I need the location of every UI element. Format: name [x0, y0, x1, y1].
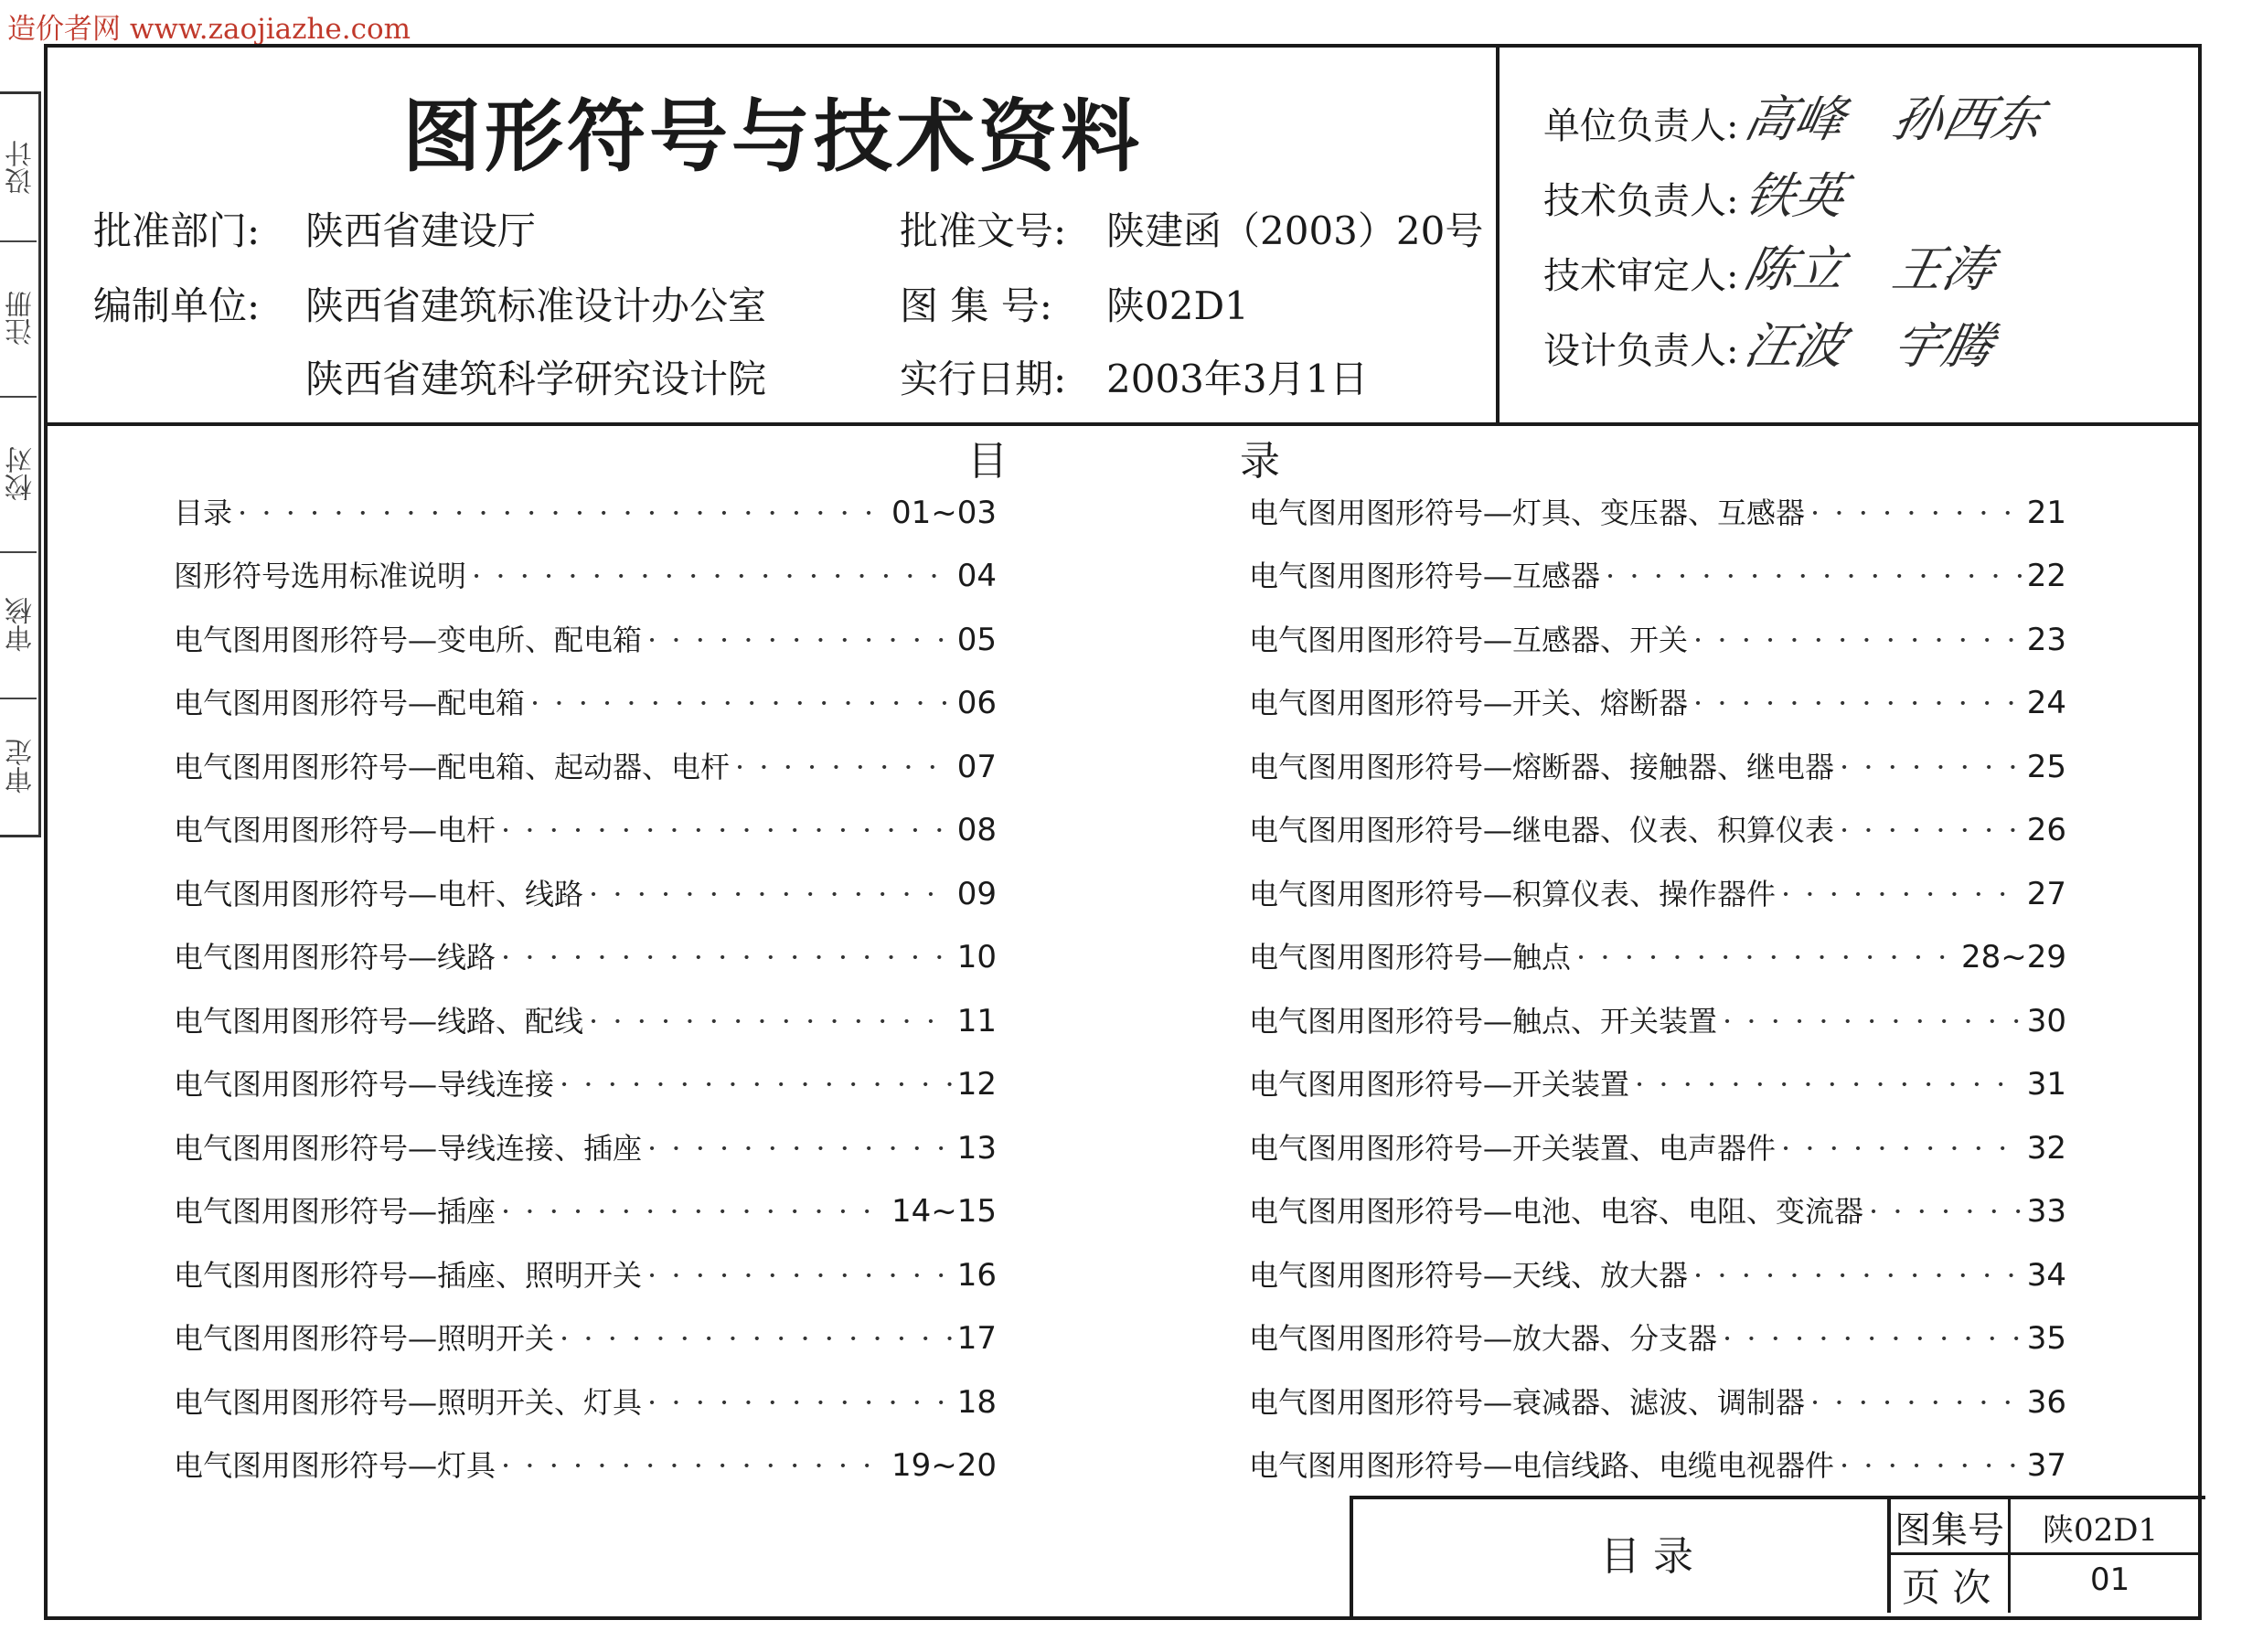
toc-row[interactable]: [1249, 617, 2066, 657]
toc-heading-left: 目: [967, 438, 1008, 485]
toc-entry-title: 电气图用图形符号—熔断器、接触器、继电器: [1249, 750, 1835, 784]
strip-label-design: 设计: [5, 140, 37, 195]
toc-entry-title: 电气图用图形符号—触点、开关装置: [1249, 1004, 1718, 1039]
toc-entry-title: 电气图用图形符号—电杆: [174, 813, 496, 847]
toc-row[interactable]: [1249, 553, 2066, 593]
toc-entry-title: 电气图用图形符号—线路: [174, 940, 496, 975]
compiler-1: 陕西省建筑标准设计办公室: [305, 283, 767, 328]
toc-entry-title: 电气图用图形符号—积算仪表、操作器件: [1249, 877, 1777, 911]
approval-doc-label: 批准文号:: [900, 208, 1067, 253]
toc-entry-title: 电气图用图形符号—开关装置、电声器件: [1249, 1131, 1777, 1166]
atlas-no-label: 图 集 号:: [900, 283, 1052, 328]
toc-entry-title: 电气图用图形符号—电池、电容、电阻、变流器: [1249, 1194, 1864, 1229]
toc-row[interactable]: [174, 1188, 997, 1229]
toc-entry-page: 12: [956, 1066, 997, 1103]
signoff-role-technical: 技术负责人:: [1543, 180, 1739, 222]
toc-entry-page: 14~15: [891, 1193, 997, 1230]
toc-entry-page: 18: [956, 1384, 997, 1421]
toc-row[interactable]: [174, 1443, 997, 1483]
page-value: 01: [2090, 1561, 2130, 1598]
toc-entry-title: 电气图用图形符号—照明开关: [174, 1321, 555, 1356]
toc-entry-title: 电气图用图形符号—照明开关、灯具: [174, 1385, 643, 1420]
toc-entry-page: 01~03: [891, 495, 997, 531]
page-label: 页 次: [1902, 1565, 1991, 1610]
toc-entry-title: 电气图用图形符号—导线连接、插座: [174, 1131, 643, 1166]
toc-entry-page: 10: [956, 939, 997, 975]
toc-entry-page: 08: [956, 812, 997, 848]
toc-entry-page: 23: [2026, 622, 2066, 658]
toc-row[interactable]: [1249, 744, 2066, 784]
toc-entry-page: 36: [2026, 1384, 2066, 1421]
watermark: 造价者网 www.zaojiazhe.com: [7, 13, 411, 46]
toc-row[interactable]: [174, 1252, 997, 1293]
compiler-2: 陕西省建筑科学研究设计院: [305, 357, 767, 401]
title-block-name: 目 录: [1600, 1533, 1693, 1580]
toc-entry-title: 电气图用图形符号—变电所、配电箱: [174, 623, 643, 657]
toc-entry-title: 电气图用图形符号—灯具: [174, 1448, 496, 1483]
signoff-role-designer: 设计负责人:: [1543, 330, 1739, 372]
toc-entry-title: 电气图用图形符号—配电箱: [174, 686, 526, 720]
toc-entry-title: 电气图用图形符号—插座、照明开关: [174, 1258, 643, 1293]
toc-entry-title: 电气图用图形符号—开关、熔断器: [1249, 686, 1689, 720]
toc-entry-title: 电气图用图形符号—天线、放大器: [1249, 1258, 1689, 1293]
toc-entry-page: 13: [956, 1130, 997, 1167]
toc-entry-page: 33: [2026, 1193, 2066, 1230]
toc-row[interactable]: [174, 490, 997, 530]
toc-entry-page: 22: [2026, 558, 2066, 594]
approval-dept-label: 批准部门:: [93, 208, 261, 253]
toc-entry-page: 34: [2026, 1257, 2066, 1294]
toc-entry-page: 31: [2026, 1066, 2066, 1103]
atlas-no: 陕02D1: [1106, 283, 1249, 328]
toc-row[interactable]: [174, 998, 997, 1039]
toc-row[interactable]: [1249, 1252, 2066, 1293]
toc-entry-page: 11: [956, 1003, 997, 1039]
toc-entry-page: 28~29: [1960, 939, 2066, 975]
toc-heading-right: 录: [1240, 438, 1280, 485]
toc-entry-title: 图形符号选用标准说明: [174, 559, 467, 593]
toc-row[interactable]: [1249, 998, 2066, 1039]
toc-entry-title: 电气图用图形符号—电信线路、电缆电视器件: [1249, 1448, 1835, 1483]
toc-entry-title: 电气图用图形符号—线路、配线: [174, 1004, 584, 1039]
strip-label-register: 注册: [5, 291, 37, 346]
toc-entry-title: 电气图用图形符号—触点: [1249, 940, 1572, 975]
strip-label-approve: 审定: [5, 739, 37, 794]
toc-row[interactable]: [174, 1061, 997, 1102]
toc-entry-title: 电气图用图形符号—继电器、仪表、积算仪表: [1249, 813, 1835, 847]
toc-row[interactable]: [174, 744, 997, 784]
toc-entry-title: 电气图用图形符号—导线连接: [174, 1067, 555, 1102]
signoff-role-reviewer: 技术审定人:: [1543, 255, 1739, 297]
toc-row[interactable]: [1249, 1061, 2066, 1102]
signoff-role-unit: 单位负责人:: [1543, 105, 1739, 147]
toc-entry-page: 26: [2026, 812, 2066, 848]
toc-entry-page: 05: [956, 622, 997, 658]
toc-entry-page: 32: [2026, 1130, 2066, 1167]
signature-unit: 高峰 孙西东: [1739, 91, 2048, 148]
effective-date: 2003年3月1日: [1106, 357, 1369, 401]
toc-row[interactable]: [174, 680, 997, 720]
margin-signoff-strip: [0, 91, 41, 837]
toc-row[interactable]: [1249, 1380, 2066, 1420]
strip-label-review: 审核: [5, 597, 37, 652]
toc-row[interactable]: [1249, 807, 2066, 847]
toc-row[interactable]: [1249, 490, 2066, 530]
toc-entry-title: 电气图用图形符号—电杆、线路: [174, 877, 584, 911]
atlas-label: 图集号: [1894, 1509, 2004, 1551]
toc-entry-page: 17: [956, 1320, 997, 1357]
atlas-value: 陕02D1: [2043, 1512, 2159, 1549]
toc-row[interactable]: [1249, 1188, 2066, 1229]
toc-entry-title: 目录: [174, 496, 233, 530]
toc-row[interactable]: [174, 1125, 997, 1166]
toc-row[interactable]: [1249, 871, 2066, 911]
toc-entry-title: 电气图用图形符号—配电箱、起动器、电杆: [174, 750, 731, 784]
header-divider: [44, 422, 2202, 426]
toc-row[interactable]: [1249, 1443, 2066, 1483]
toc-entry-page: 06: [956, 685, 997, 721]
effective-date-label: 实行日期:: [900, 357, 1067, 401]
toc-row[interactable]: [174, 1316, 997, 1356]
toc-entry-page: 09: [956, 876, 997, 912]
toc-entry-title: 电气图用图形符号—衰减器、滤波、调制器: [1249, 1385, 1806, 1420]
toc-entry-page: 25: [2026, 749, 2066, 785]
toc-row[interactable]: [1249, 1316, 2066, 1356]
toc-entry-page: 30: [2026, 1003, 2066, 1039]
strip-label-proofread: 校对: [5, 446, 37, 501]
toc-row[interactable]: [174, 617, 997, 657]
toc-entry-page: 19~20: [891, 1447, 997, 1484]
signature-technical: 铁英: [1739, 167, 1851, 225]
toc-entry-page: 35: [2026, 1320, 2066, 1357]
toc-entry-page: 24: [2026, 685, 2066, 721]
toc-entry-title: 电气图用图形符号—放大器、分支器: [1249, 1321, 1718, 1356]
toc-entry-title: 电气图用图形符号—灯具、变压器、互感器: [1249, 496, 1806, 530]
compiler-label: 编制单位:: [93, 283, 261, 328]
toc-entry-title: 电气图用图形符号—开关装置: [1249, 1067, 1630, 1102]
toc-entry-page: 07: [956, 749, 997, 785]
toc-entry-title: 电气图用图形符号—互感器、开关: [1249, 623, 1689, 657]
signature-designer: 汪波 宇腾: [1739, 317, 1999, 375]
toc-entry-title: 电气图用图形符号—插座: [174, 1194, 496, 1229]
signature-reviewer: 陈立 王涛: [1739, 240, 1999, 298]
toc-row[interactable]: [174, 934, 997, 975]
toc-row[interactable]: [1249, 680, 2066, 720]
approval-dept: 陕西省建设厅: [305, 208, 537, 253]
toc-row[interactable]: [174, 1380, 997, 1420]
toc-row[interactable]: [1249, 934, 2066, 975]
toc-entry-page: 21: [2026, 495, 2066, 531]
toc-row[interactable]: [174, 871, 997, 911]
toc-entry-page: 16: [956, 1257, 997, 1294]
toc-entry-page: 27: [2026, 876, 2066, 912]
toc-row[interactable]: [174, 807, 997, 847]
toc-entry-title: 电气图用图形符号—互感器: [1249, 559, 1601, 593]
toc-row[interactable]: [1249, 1125, 2066, 1166]
toc-row[interactable]: [174, 553, 997, 593]
approval-doc: 陕建函（2003）20号: [1106, 208, 1484, 253]
page-title: 图形符号与技术资料: [402, 91, 1143, 183]
toc-entry-page: 04: [956, 558, 997, 594]
toc-entry-page: 37: [2026, 1447, 2066, 1484]
